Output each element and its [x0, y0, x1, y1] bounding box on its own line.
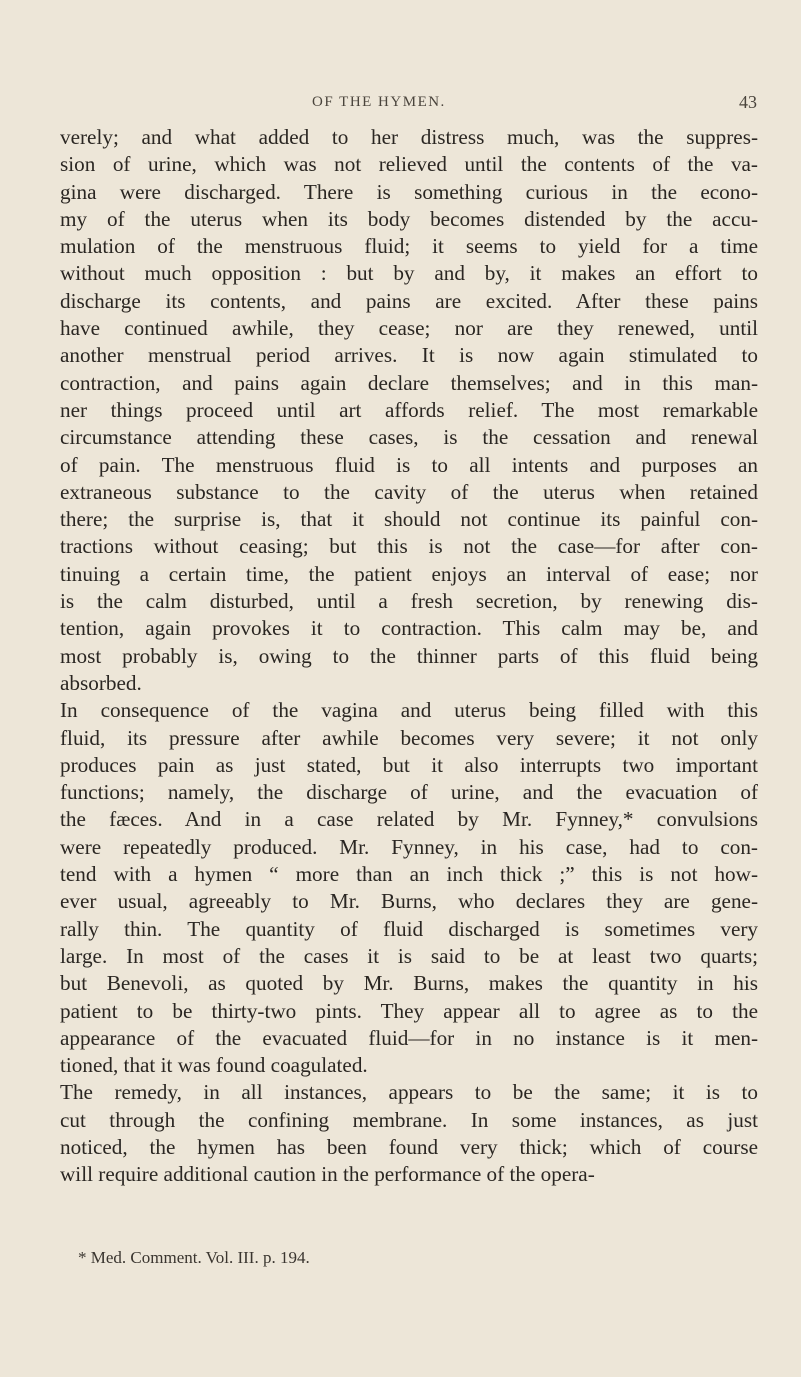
text-line: of pain. The menstruous fluid is to all intents and purposes an	[60, 452, 758, 477]
text-line: sion of urine, which was not relieved until the contents of the va-	[60, 152, 758, 177]
text-line: The remedy, in all instances, appears to be the same; it is to	[60, 1080, 758, 1105]
text-line: tinuing a certain time, the patient enjoys an interval of ease; nor	[60, 561, 758, 586]
body-text	[60, 124, 758, 1189]
running-title: OF THE HYMEN.	[312, 94, 446, 110]
text-line: functions; namely, the discharge of urine, and the evacuation of	[60, 780, 758, 805]
text-line: were repeatedly produced. Mr. Fynney, in his case, had to con-	[60, 834, 758, 859]
text-line: discharge its contents, and pains are excited. After these pains	[60, 288, 758, 313]
text-line: rally thin. The quantity of fluid discharged is sometimes very	[60, 916, 758, 941]
text-line: my of the uterus when its body becomes distended by the accu-	[60, 206, 758, 231]
text-line: ner things proceed until art affords relief. The most remarkable	[60, 397, 758, 422]
text-line: mulation of the menstruous fluid; it seems to yield for a time	[60, 234, 758, 259]
text-line: large. In most of the cases it is said to be at least two quarts;	[60, 943, 758, 968]
text-line: verely; and what added to her distress much, was the suppres-	[60, 125, 758, 149]
page-number: 43	[739, 92, 757, 112]
text-line: another menstrual period arrives. It is now again stimulated to	[60, 343, 758, 368]
text-line: tioned, that it was found coagulated.	[60, 1053, 368, 1078]
text-line: but Benevoli, as quoted by Mr. Burns, makes the quantity in his	[60, 971, 758, 996]
text-line: fluid, its pressure after awhile becomes very severe; it not only	[60, 725, 758, 750]
text-line: tend with a hymen “ more than an inch thick ;” this is not how-	[60, 862, 758, 887]
text-line: will require additional caution in the performance of the opera-	[60, 1162, 595, 1187]
text-line: patient to be thirty-two pints. They appear all to agree as to the	[60, 998, 758, 1023]
text-line: In consequence of the vagina and uterus being filled with this	[60, 698, 758, 723]
running-head	[0, 94, 801, 118]
text-line: gina were discharged. There is something curious in the econo-	[60, 179, 758, 204]
text-line: the fæces. And in a case related by Mr. Fynney,* convulsions	[60, 807, 758, 832]
text-line: absorbed.	[60, 670, 142, 695]
text-line: there; the surprise is, that it should not continue its painful con-	[60, 507, 758, 532]
text-line: produces pain as just stated, but it also interrupts two important	[60, 752, 758, 777]
text-line: noticed, the hymen has been found very thick; which of course	[60, 1134, 758, 1159]
text-line: circumstance attending these cases, is the cessation and renewal	[60, 425, 758, 450]
text-line: most probably is, owing to the thinner parts of this fluid being	[60, 643, 758, 668]
text-line: have continued awhile, they cease; nor are they renewed, until	[60, 316, 758, 341]
text-line: contraction, and pains again declare themselves; and in this man-	[60, 370, 758, 395]
text-line: appearance of the evacuated fluid—for in no instance is it men-	[60, 1025, 758, 1050]
text-line: ever usual, agreeably to Mr. Burns, who declares they are gene-	[60, 889, 758, 914]
text-line: tention, again provokes it to contraction. This calm may be, and	[60, 616, 758, 641]
text-line: tractions without ceasing; but this is not the case—for after con-	[60, 534, 758, 559]
text-line: extraneous substance to the cavity of the uterus when retained	[60, 479, 758, 504]
text-line: is the calm disturbed, until a fresh secretion, by renewing dis-	[60, 589, 758, 614]
text-line: cut through the confining membrane. In some instances, as just	[60, 1107, 758, 1132]
text-line: without much opposition : but by and by, it makes an effort to	[60, 261, 758, 286]
footnote: * Med. Comment. Vol. III. p. 194.	[78, 1248, 310, 1267]
